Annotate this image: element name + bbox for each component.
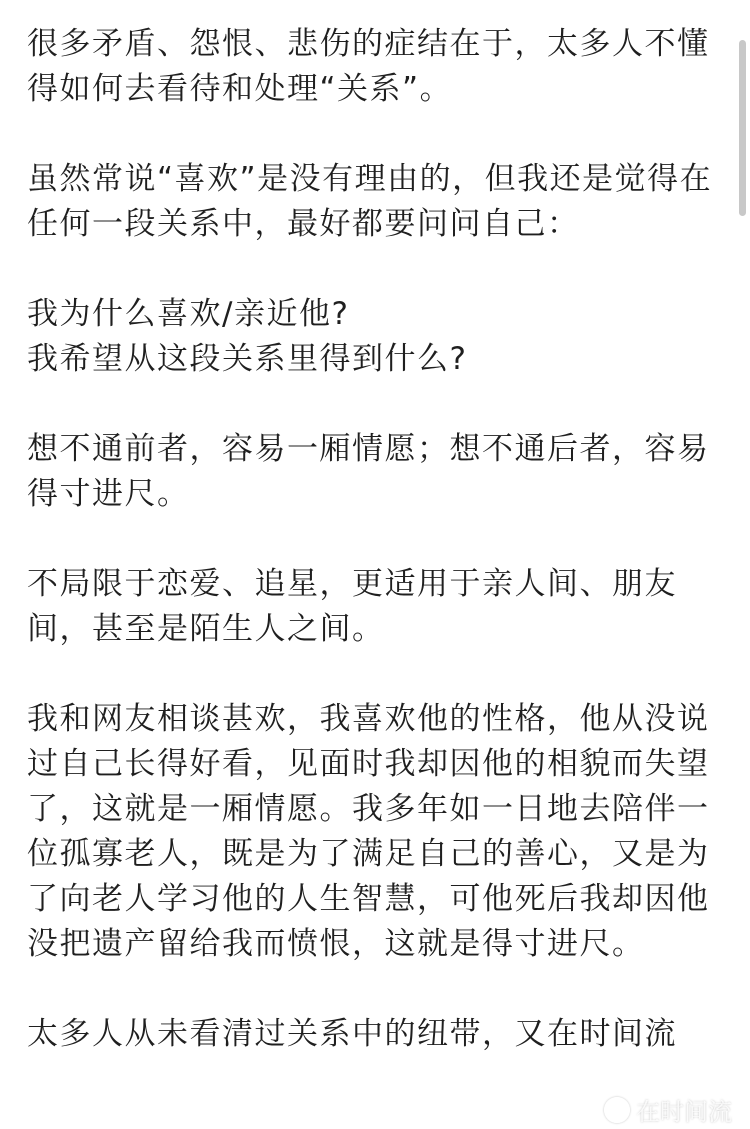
scrollbar-thumb[interactable] [739, 40, 746, 216]
paragraph-1: 很多矛盾、怨恨、悲伤的症结在于，太多人不懂得如何去看待和处理“关系”。 [27, 26, 710, 107]
paragraph-2: 虽然常说“喜欢”是没有理由的，但我还是觉得在任何一段关系中，最好都要问问自己： [27, 161, 713, 242]
paragraph-4: 想不通前者，容易一厢情愿；想不通后者，容易得寸进尺。 [27, 431, 710, 512]
watermark-text: 在时间流 [636, 1098, 732, 1126]
paragraph-5: 不局限于恋爱、追星，更适用于亲人间、朋友间，甚至是陌生人之间。 [27, 566, 677, 647]
paragraph-7: 太多人从未看清过关系中的纽带，又在时间流 [27, 1016, 677, 1052]
paragraph-3: 我为什么喜欢/亲近他? 我希望从这段关系里得到什么? [27, 296, 468, 377]
article-content[interactable] [27, 22, 727, 1102]
paragraph-6: 我和网友相谈甚欢，我喜欢他的性格，他从没说过自己长得好看，见面时我却因他的相貌而失望了，这就是一厢情愿。我多年如一日地去陪伴一位孤寡老人，既是为了满足自己的善心，又是为了向老人学习他的人生智慧，可他死后我却因他没把遗产留给我而愤恨，这就是得寸进尺。 [27, 701, 710, 962]
watermark-logo-icon [604, 1097, 630, 1123]
watermark [604, 1092, 732, 1127]
